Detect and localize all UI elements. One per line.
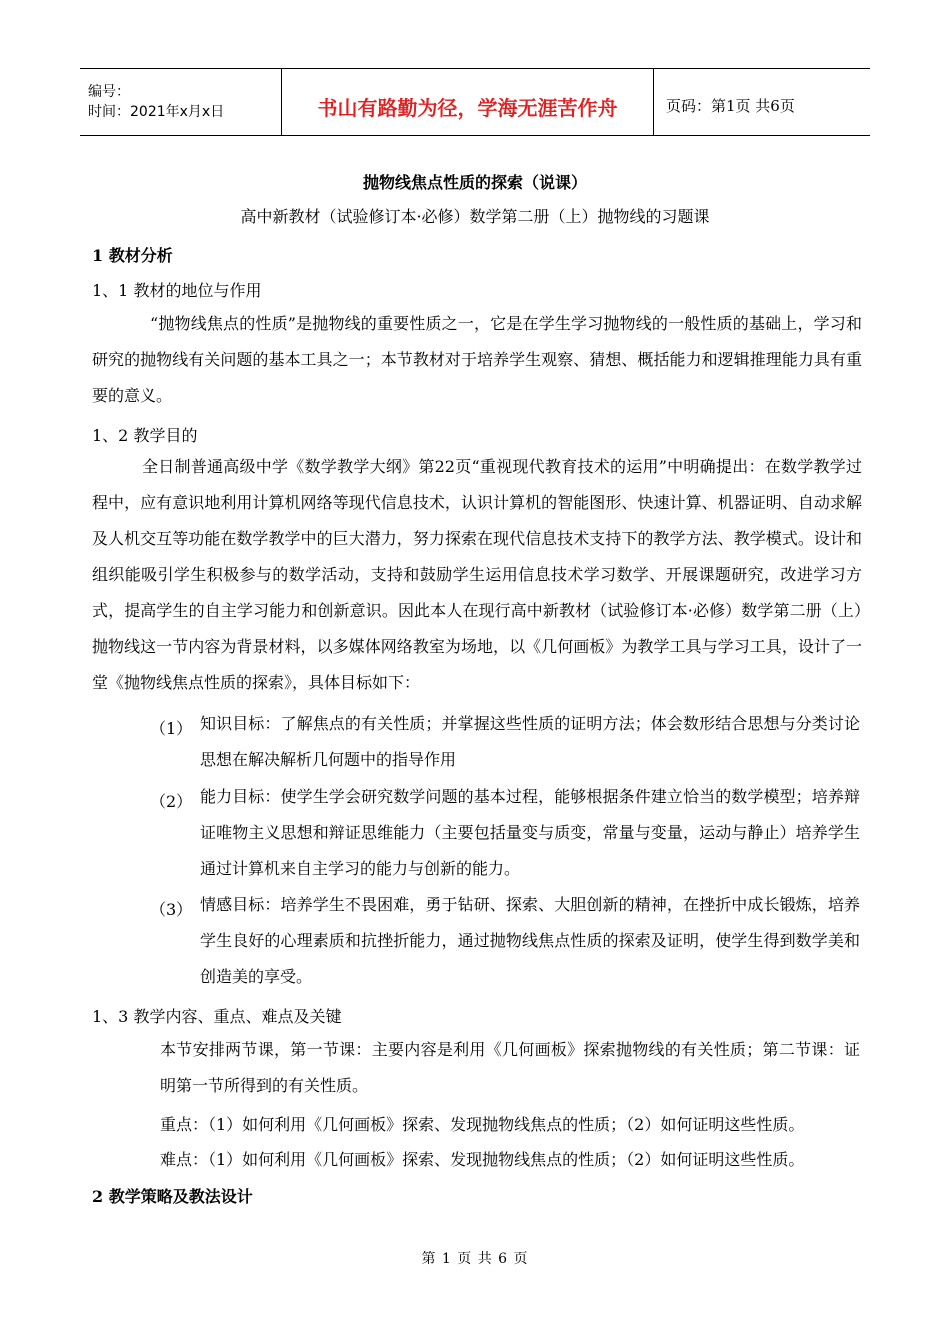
heading-section-2: 2 教学策略及教法设计 bbox=[92, 1187, 253, 1206]
goal-1-number: （1） bbox=[150, 719, 193, 738]
time-label: 时间：2021年x月x日 bbox=[88, 104, 225, 120]
page-header bbox=[80, 68, 870, 136]
goal-3-text: 情感目标：培养学生不畏困难，勇于钻研、探索、大胆创新的精神，在挫折中成长锻炼，培养学生良好的心理素质和抗挫折能力，通过抛物线焦点性质的探索及证明，使学生得到数学美和创造美的享受。 bbox=[200, 895, 860, 986]
difficulties: 难点：（1）如何利用《几何画板》探索、发现抛物线焦点的性质；（2）如何证明这些性质。 bbox=[160, 1150, 805, 1169]
header-page-info: 页码：第1页 共6页 bbox=[666, 96, 795, 115]
goal-1-text: 知识目标：了解焦点的有关性质；并掌握这些性质的证明方法；体会数形结合思想与分类讨论思想在解决解析几何题中的指导作用 bbox=[200, 714, 860, 769]
header-meta bbox=[80, 69, 282, 135]
paragraph-1-3: 本节安排两节课，第一节课：主要内容是利用《几何画板》探索抛物线的有关性质；第二节课：证明第一节所得到的有关性质。 bbox=[160, 1040, 860, 1095]
key-points: 重点：（1）如何利用《几何画板》探索、发现抛物线焦点的性质；（2）如何证明这些性质。 bbox=[160, 1115, 805, 1134]
header-motto: 书山有路勤为径，学海无涯苦作舟 bbox=[282, 69, 654, 135]
document-title: 抛物线焦点性质的探索（说课） bbox=[362, 173, 587, 192]
page-footer: 第 1 页 共 6 页 bbox=[421, 1251, 529, 1267]
paragraph-1-1: “抛物线焦点的性质”是抛物线的重要性质之一，它是在学生学习抛物线的一般性质的基础上，学习和研究的抛物线有关问题的基本工具之一；本节教材对于培养学生观察、猜想、概括能力和逻辑推理能力具有重要的意义。 bbox=[92, 314, 862, 405]
goal-3-number: （3） bbox=[150, 900, 193, 919]
heading-section-1-3: 1、3 教学内容、重点、难点及关键 bbox=[92, 1007, 342, 1026]
heading-section-1-1: 1、1 教材的地位与作用 bbox=[92, 281, 262, 300]
heading-section-1-2: 1、2 教学目的 bbox=[92, 426, 198, 445]
heading-section-1: 1 教材分析 bbox=[92, 246, 173, 265]
goal-2-number: （2） bbox=[150, 792, 193, 811]
document-subtitle: 高中新教材（试验修订本·必修）数学第二册（上）抛物线的习题课 bbox=[240, 207, 710, 226]
serial-label: 编号： bbox=[88, 84, 130, 100]
goal-2-text: 能力目标：使学生学会研究数学问题的基本过程，能够根据条件建立恰当的数学模型；培养辩证唯物主义思想和辩证思维能力（主要包括量变与质变，常量与变量，运动与静止）培养学生通过计算机来自主学习的能力与创新的能力。 bbox=[200, 787, 860, 878]
paragraph-1-2: 全日制普通高级中学《数学教学大纲》第22页“重视现代教育技术的运用”中明确提出：在数学教学过程中，应有意识地利用计算机网络等现代信息技术，认识计算机的智能图形、快速计算、机器证明、自动求解及人机交互等功能在数学教学中的巨大潜力，努力探索在现代信息技术支持下的教学方法、教学模式。设计和组织能吸引学生积极参与的数学活动，支持和鼓励学生运用信息技术学习数学、开展课题研究，改进学习方式，提高学生的自主学习能力和创新意识。因此本人在现行高中新教材（试验修订本·必修）数学第二册（上）抛物线这一节内容为背景材料，以多媒体网络教室为场地，以《几何画板》为教学工具与学习工具，设计了一堂《抛物线焦点性质的探索》，具体目标如下： bbox=[92, 457, 862, 692]
